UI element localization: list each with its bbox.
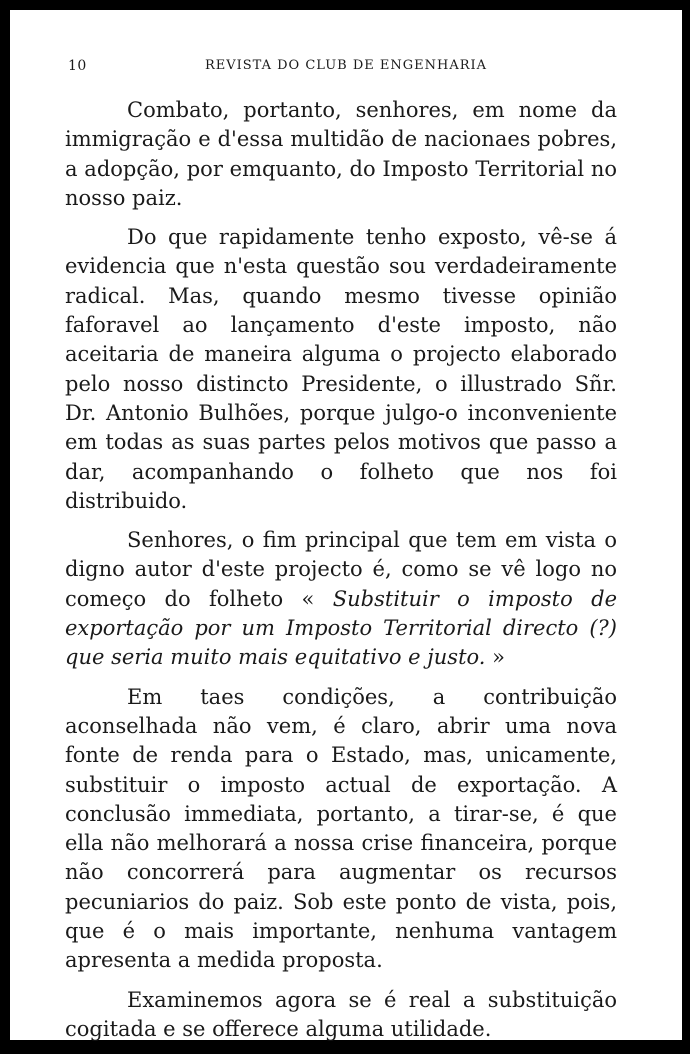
paragraph: Em taes condições, a contribuição aconselhada não vem, é claro, abrir uma nova fonte de renda para o Estado, mas, unicamente, substituir o imposto actual de exportação. A conclusão immediata, portanto, a tirar-se, é que ella não melhorará a nossa crise financeira, porque não concorrerá para augmentar os recursos pecuniarios do paiz. Sob este ponto de vista, pois, que é o mais importante, nenhuma vantagem apresenta a medida proposta. (65, 684, 617, 973)
book-page (10, 10, 682, 1040)
paragraph-text: » (485, 645, 505, 670)
paragraph (65, 526, 617, 672)
body-text (65, 96, 617, 1054)
page-number: 10 (68, 58, 87, 74)
paragraph-text: Senhores, o fim principal que tem em vista o digno autor d'este projecto é, como se vê logo no começo do folheto « (65, 528, 617, 611)
paragraph: Do que rapidamente tenho exposto, vê-se á evidencia que n'esta questão sou verdadeiramente radical. Mas, quando mesmo tivesse opinião faforavel ao lançamento d'este imposto, não aceitaria de maneira alguma o projecto elaborado pelo nosso distincto Presidente, o illustrado Sñr. Dr. Antonio Bulhões, porque julgo-o inconveniente em todas as suas partes pelos motivos que passo a dar, acompanhando o folheto que nos foi distribuido. (65, 225, 617, 513)
paragraph: Examinemos agora se é real a substituição cogitada e se offerece alguma utilidade. (65, 987, 617, 1041)
page-header (68, 58, 624, 78)
paragraph: Combato, portanto, senhores, em nome da immigração e d'essa multidão de nacionaes pobres, a adopção, por emquanto, do Imposto Territorial no nosso paiz. (65, 98, 617, 210)
running-title: REVISTA DO CLUB DE ENGENHARIA (204, 58, 488, 73)
italic-quotation: Substituir o imposto de exportação por um Imposto Territorial directo (?) que seria muito mais equitativo e justo. (65, 586, 617, 670)
